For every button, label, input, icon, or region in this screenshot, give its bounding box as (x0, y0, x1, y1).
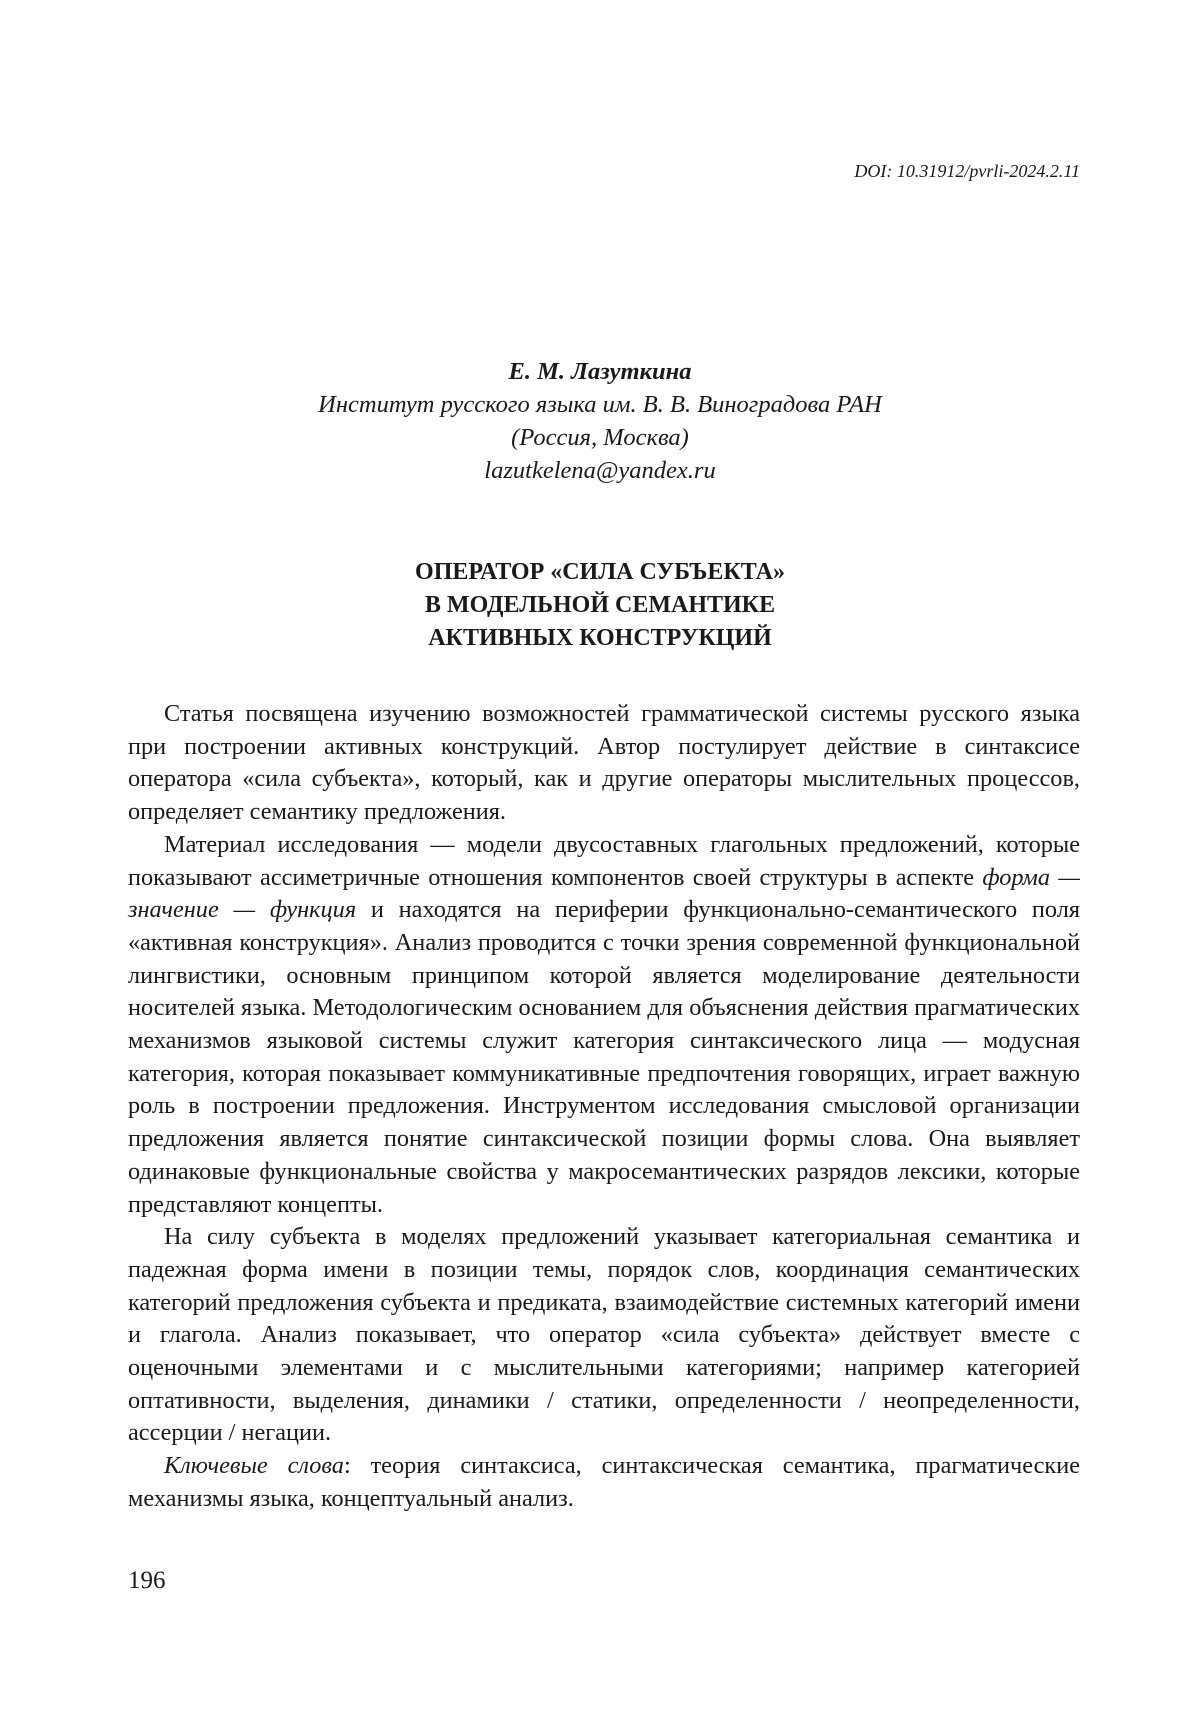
doi: DOI: 10.31912/pvrli-2024.2.11 (854, 161, 1080, 181)
abstract-paragraph-3: На силу субъекта в моделях предложений указывает категориальная семантика и падежная форма имени в позиции темы, порядок слов, координация семантических категорий предложения субъекта и предиката, взаимодействие системных категорий имени и глагола. Анализ показывает, что оператор «сила субъекта» действует вместе с оценочными элементами и с мыслительными категориями; например категорией оптативности, выделения, динамики / статики, определенности / неопределенности, ассерции / негации. (128, 1223, 1080, 1447)
author-location: (Россия, Москва) (511, 424, 689, 451)
abstract-p2-italic-term: форма — значение — функция (128, 863, 1080, 924)
author-name: Е. М. Лазуткина (508, 358, 692, 385)
title-line-2: В МОДЕЛЬНОЙ СЕМАНТИКЕ (424, 592, 776, 618)
keywords (128, 1450, 1080, 1515)
abstract-p2-text-end: и находятся на периферии функционально-семантического поля «активная конструкция». Анализ проводится с точки зрения современной функциональной лингвистики, основным принципом которой является моделирование деятельности носителей языка. Методологическим основанием для объяснения действия прагматических механизмов языковой системы служит категория синтаксического лица — модусная категория, которая показывает коммуникативные предпочтения говорящих, играет важную роль в построении предложения. Инструментом исследования смысловой организации предложения является понятие синтаксической позиции формы слова. Она выявляет одинаковые функциональные свойства у макросемантических разрядов лексики, которые представляют концепты. (128, 896, 1080, 1218)
page-number: 196 (128, 1567, 166, 1594)
title-line-1: ОПЕРАТОР «СИЛА СУБЪЕКТА» (415, 559, 785, 585)
keywords-text: : теория синтаксиса, синтаксическая семантика, прагматические механизмы языка, концептуальный анализ. (128, 1452, 1080, 1512)
abstract-paragraph-1: Статья посвящена изучению возможностей грамматической системы русского языка при построении активных конструкций. Автор постулирует действие в синтаксисе оператора «сила субъекта», который, как и другие операторы мыслительных процессов, определяет семантику предложения. (128, 700, 1080, 826)
abstract (128, 698, 1080, 1516)
abstract-p2-text-start: Материал исследования — модели двусоставных глагольных предложений, которые показывают ассиметричные отношения компонентов своей структуры в аспекте (128, 830, 1080, 891)
keywords-label: Ключевые слова (164, 1452, 344, 1480)
author-block (0, 355, 1200, 487)
title-line-3: АКТИВНЫХ КОНСТРУКЦИЙ (428, 625, 772, 651)
abstract-paragraph-2 (128, 829, 1080, 1221)
author-email: lazutkelena@yandex.ru (484, 457, 716, 484)
author-affiliation: Институт русского языка им. В. В. Виноградова РАН (318, 391, 882, 418)
article-title (0, 556, 1200, 655)
